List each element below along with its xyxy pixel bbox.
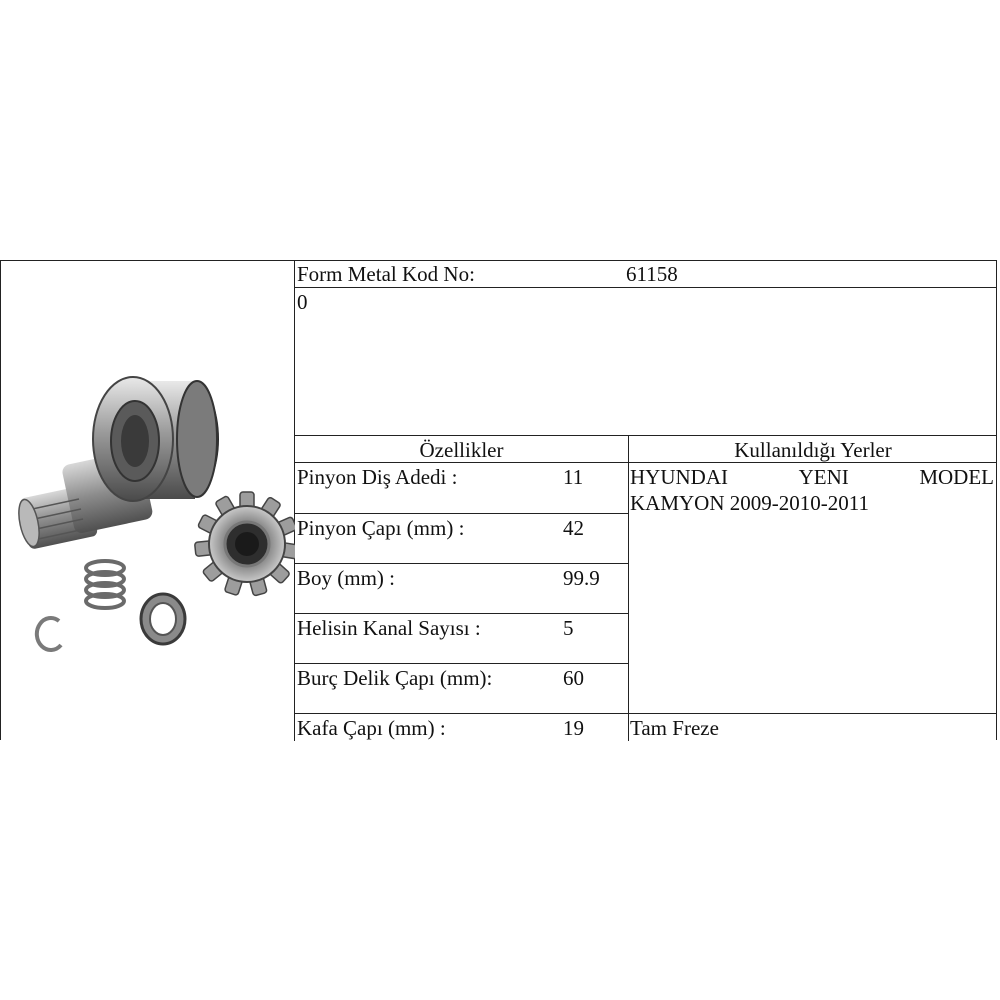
spec-value: 19 [563,716,584,740]
bushing-ring [141,594,185,644]
usage-word: MODEL [919,465,994,489]
spec-value: 42 [563,516,584,540]
row-divider [295,513,628,514]
row-divider [295,435,997,436]
machining-note: Tam Freze [630,716,719,740]
spec-value: 5 [563,616,574,640]
usage-word: YENI [798,465,849,489]
spec-label: Pinyon Çapı (mm) : [297,516,465,540]
usage-word: HYUNDAI [630,465,728,489]
spring [86,561,124,608]
code-label: Form Metal Kod No: [297,262,475,286]
row-divider [295,613,628,614]
row-divider [295,287,997,288]
spec-label: Burç Delik Çapı (mm): [297,666,493,690]
column-divider [628,435,629,741]
clutch-housing [93,377,219,501]
row-divider [295,563,628,564]
spec-value: 60 [563,666,584,690]
spec-label: Boy (mm) : [297,566,395,590]
spec-value: 99.9 [563,566,600,590]
code-value: 61158 [626,262,678,286]
spec-label: Helisin Kanal Sayısı : [297,616,481,640]
product-sheet [0,260,997,740]
spec-label: Pinyon Diş Adedi : [297,465,458,489]
spec-value: 11 [563,465,584,489]
starter-drive-illustration [1,261,295,741]
description-value: 0 [297,290,308,314]
product-photo [1,261,295,741]
spec-label: Kafa Çapı (mm) : [297,716,446,740]
row-divider [295,663,628,664]
pinion-gear [195,492,295,596]
usage-line-2: KAMYON 2009-2010-2011 [630,491,869,515]
row-divider [295,713,997,714]
snap-ring [37,618,61,650]
usage-header: Kullanıldığı Yerler [734,438,892,462]
usage-line-1 [630,464,994,490]
specs-header: Özellikler [419,438,504,462]
